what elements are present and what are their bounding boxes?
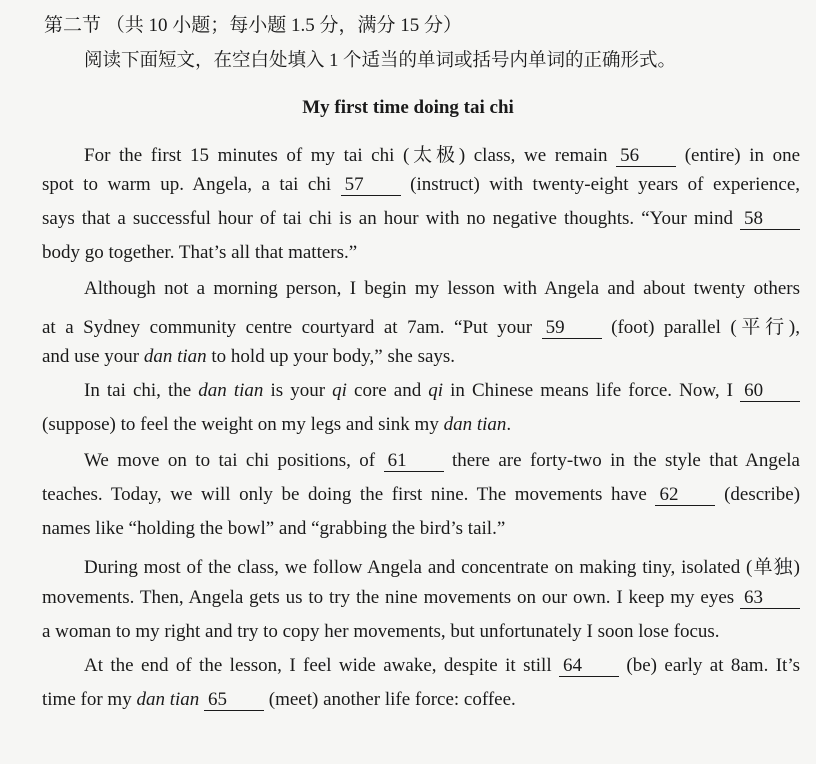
italic-term: qi xyxy=(428,380,444,401)
p4-line-1 xyxy=(84,450,800,472)
p2-line-1: Although not a morning person, I begin my lesson with Angela and about twenty others xyxy=(84,278,800,299)
p6-line-1 xyxy=(84,655,800,677)
p2-line-2 xyxy=(42,312,800,339)
p3-line-2 xyxy=(42,414,800,436)
text-segment: (meet) another life force: coffee. xyxy=(268,689,516,710)
blank-61[interactable]: 61 xyxy=(384,451,444,472)
blank-57[interactable]: 57 xyxy=(341,175,401,196)
p3-line-1 xyxy=(84,380,800,402)
italic-term: dan tian xyxy=(136,689,200,710)
blank-64[interactable]: 64 xyxy=(559,656,619,677)
text-segment: spot to warm up. Angela, a tai chi xyxy=(42,174,332,195)
blank-56[interactable]: 56 xyxy=(616,146,676,167)
text-segment: in Chinese means life force. Now, I xyxy=(450,380,733,401)
blank-65[interactable]: 65 xyxy=(204,690,264,711)
text-segment: says that a successful hour of tai chi is an hour with no negative thoughts. “Your mind xyxy=(42,208,733,229)
blank-59[interactable]: 59 xyxy=(542,318,602,339)
p1-line-1 xyxy=(84,140,800,167)
text-segment: (suppose) to feel the weight on my legs and sink my xyxy=(42,414,439,435)
p5-line-3: a woman to my right and try to copy her movements, but unfortunately I soon lose focus. xyxy=(42,621,720,642)
text-segment: In tai chi, the xyxy=(84,380,192,401)
p1-line-4: body go together. That’s all that matters.” xyxy=(42,242,358,263)
text-segment: there are forty-two in the style that Angela xyxy=(451,450,800,471)
text-segment: (describe) xyxy=(724,484,801,505)
text-segment: (instruct) with twenty-eight years of experience, xyxy=(410,174,801,195)
italic-term: dan tian xyxy=(143,346,207,367)
text-segment: (foot) parallel (平行), xyxy=(611,317,800,338)
text-segment: . xyxy=(506,414,512,435)
text-segment: teaches. Today, we will only be doing the first nine. The movements have xyxy=(42,484,647,505)
text-segment: movements. Then, Angela gets us to try the nine movements on our own. I keep my eyes xyxy=(42,587,735,608)
instruction-text: 阅读下面短文，在空白处填入 1 个适当的单词或括号内单词的正确形式。 xyxy=(84,51,677,71)
p4-line-3: names like “holding the bowl” and “grabbing the bird’s tail.” xyxy=(42,518,506,539)
text-segment: At the end of the lesson, I feel wide awake, despite it still xyxy=(84,655,552,676)
text-segment: (be) early at 8am. It’s xyxy=(626,655,801,676)
text-segment: at a Sydney community centre courtyard at 7am. “Put your xyxy=(42,317,533,338)
italic-term: qi xyxy=(332,380,347,401)
p4-line-2 xyxy=(42,484,800,506)
text-segment: core and xyxy=(354,380,422,401)
text-segment: For the first 15 minutes of my tai chi (太极) class, we remain xyxy=(84,145,608,166)
p5-line-2 xyxy=(42,587,800,609)
blank-63[interactable]: 63 xyxy=(740,588,800,609)
blank-62[interactable]: 62 xyxy=(655,485,715,506)
p1-line-3 xyxy=(42,208,800,230)
passage-title: My first time doing tai chi xyxy=(302,97,514,118)
text-segment: We move on to tai chi positions, of xyxy=(84,450,376,471)
text-segment: is your xyxy=(270,380,326,401)
text-segment: (entire) in one xyxy=(684,145,800,166)
blank-60[interactable]: 60 xyxy=(740,381,800,402)
p6-line-2 xyxy=(42,689,800,711)
p2-line-3 xyxy=(42,346,800,368)
p5-line-1: During most of the class, we follow Angela and concentrate on making tiny, isolated (单独) xyxy=(84,557,800,578)
text-segment: and use your xyxy=(42,346,140,367)
italic-term: dan tian xyxy=(443,414,507,435)
text-segment: time for my xyxy=(42,689,132,710)
blank-58[interactable]: 58 xyxy=(740,209,800,230)
section-heading: 第二节 （共 10 小题；每小题 1.5 分，满分 15 分） xyxy=(44,15,463,36)
text-segment: to hold up your body,” she says. xyxy=(211,346,456,367)
p1-line-2 xyxy=(42,174,800,196)
italic-term: dan tian xyxy=(198,380,264,401)
